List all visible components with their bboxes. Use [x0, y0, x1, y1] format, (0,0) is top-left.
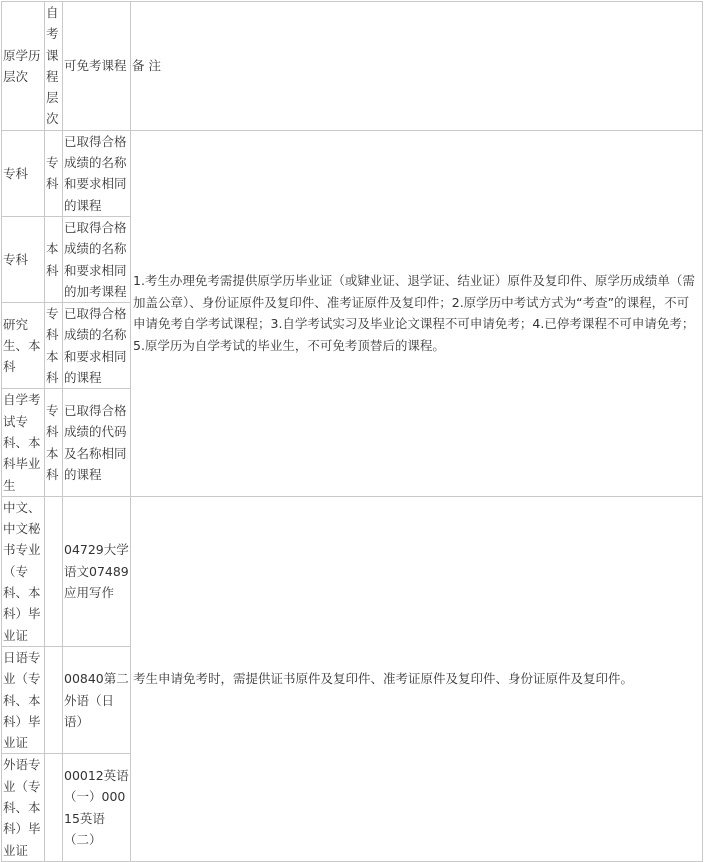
table-header-row [2, 2, 703, 131]
row-course-level [45, 646, 63, 753]
row-exempt-courses: 已取得合格成绩的名称和要求相同的课程 [63, 303, 131, 389]
row-exempt-courses: 04729大学语文07489应用写作 [63, 496, 131, 646]
header-original-level: 原学历层次 [2, 2, 45, 131]
exemption-table [1, 1, 703, 862]
row-course-level: 专科本科 [45, 303, 63, 389]
remarks-group-1: 1.考生办理免考需提供原学历毕业证（或肄业证、退学证、结业证）原件及复印件、原学历成绩单（需加盖公章）、身份证原件及复印件、准考证原件及复印件；2.原学历中考试方式为“考查”的课程，不可申请免考自学考试课程；3.自学考试实习及毕业论文课程不可申请免考；4.已停考课程不可申请免考；5.原学历为自学考试的毕业生，不可免考顶替后的课程。 [131, 130, 703, 496]
row-course-level: 本科 [45, 216, 63, 302]
row-exempt-courses: 已取得合格成绩的名称和要求相同的加考课程 [63, 216, 131, 302]
row-original-level: 研究生、本科 [2, 303, 45, 389]
row-original-level: 专科 [2, 216, 45, 302]
table-row [2, 496, 703, 646]
row-original-level: 日语专业（专科、本科）毕业证 [2, 646, 45, 753]
row-exempt-courses: 已取得合格成绩的代码及名称相同的课程 [63, 389, 131, 496]
header-exempt-courses: 可免考课程 [63, 2, 131, 131]
row-original-level: 外语专业（专科、本科）毕业证 [2, 754, 45, 861]
row-course-level: 专科本科 [45, 389, 63, 496]
header-course-level: 自考课程层次 [45, 2, 63, 131]
row-exempt-courses: 00012英语（一）00015英语（二） [63, 754, 131, 861]
row-course-level [45, 496, 63, 646]
row-course-level [45, 754, 63, 861]
row-exempt-courses: 00840第二外语（日语） [63, 646, 131, 753]
row-course-level: 专科 [45, 130, 63, 216]
remarks-group-2: 考生申请免考时，需提供证书原件及复印件、准考证原件及复印件、身份证原件及复印件。 [131, 496, 703, 861]
row-original-level: 自学考试专科、本科毕业生 [2, 389, 45, 496]
row-original-level: 中文、中文秘书专业（专科、本科）毕业证 [2, 496, 45, 646]
header-remarks: 备 注 [131, 2, 703, 131]
table-row [2, 130, 703, 216]
row-exempt-courses: 已取得合格成绩的名称和要求相同的课程 [63, 130, 131, 216]
row-original-level: 专科 [2, 130, 45, 216]
